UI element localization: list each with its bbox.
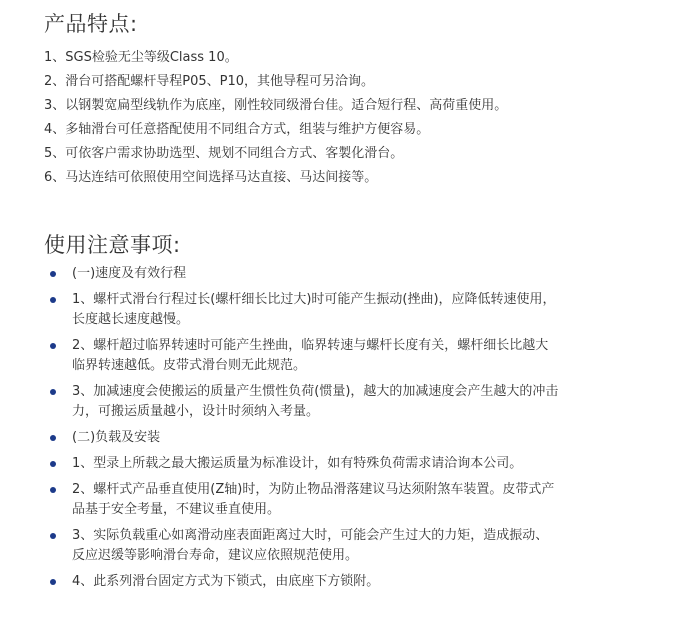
feature-item: 2、滑台可搭配螺杆导程P05、P10，其他导程可另洽询。 <box>44 74 375 89</box>
note-line: (一)速度及有效行程 <box>72 266 187 281</box>
note-item <box>44 290 644 330</box>
note-line: 2、螺杆式产品垂直使用(Z轴)时，为防止物品滑落建议马达须附煞车装置。皮带式产 <box>72 482 555 497</box>
bullet-icon <box>50 533 56 539</box>
note-item <box>44 454 644 474</box>
note-item <box>44 428 644 448</box>
bullet-icon <box>50 271 56 277</box>
feature-item: 1、SGS检验无尘等级Class 10。 <box>44 50 238 65</box>
note-item <box>44 264 644 284</box>
note-line: 2、螺杆超过临界转速时可能产生挫曲，临界转速与螺杆长度有关，螺杆细长比越大 <box>72 338 549 353</box>
note-item <box>44 572 644 592</box>
note-line: 长度越长速度越慢。 <box>72 312 190 327</box>
note-line: 品基于安全考量，不建议垂直使用。 <box>72 502 281 517</box>
bullet-icon <box>50 435 56 441</box>
feature-item: 3、以钢製宽扁型线轨作为底座，刚性较同级滑台佳。适合短行程、高荷重使用。 <box>44 98 508 113</box>
note-line: 1、型录上所载之最大搬运质量为标准设计，如有特殊负荷需求请洽询本公司。 <box>72 456 523 471</box>
note-line: 1、螺杆式滑台行程过长(螺杆细长比过大)时可能产生振动(挫曲)，应降低转速使用， <box>72 292 556 307</box>
note-line: 力，可搬运质量越小，设计时须纳入考量。 <box>72 404 320 419</box>
note-line: 3、加减速度会使搬运的质量产生惯性负荷(惯量)，越大的加减速度会产生越大的冲击 <box>72 384 559 399</box>
features-title: 产品特点: <box>44 12 138 36</box>
note-item <box>44 480 644 520</box>
notes-list <box>44 264 644 598</box>
note-item <box>44 336 644 376</box>
note-line: 3、实际负载重心如离滑动座表面距离过大时，可能会产生过大的力矩，造成振动、 <box>72 528 549 543</box>
note-line: 4、此系列滑台固定方式为下锁式，由底座下方锁附。 <box>72 574 380 589</box>
bullet-icon <box>50 487 56 493</box>
note-item <box>44 526 644 566</box>
note-line: 反应迟缓等影响滑台寿命，建议应依照规范使用。 <box>72 548 359 563</box>
bullet-icon <box>50 343 56 349</box>
bullet-icon <box>50 297 56 303</box>
feature-item: 5、可依客户需求协助选型、规划不同组合方式、客製化滑台。 <box>44 146 404 161</box>
feature-item: 4、多轴滑台可任意搭配使用不同组合方式，组装与维护方便容易。 <box>44 122 430 137</box>
bullet-icon <box>50 461 56 467</box>
notes-title: 使用注意事项: <box>44 233 181 257</box>
features-list <box>44 46 507 190</box>
bullet-icon <box>50 579 56 585</box>
feature-item: 6、马达连结可依照使用空间选择马达直接、马达间接等。 <box>44 170 378 185</box>
note-line: (二)负载及安装 <box>72 430 161 445</box>
note-line: 临界转速越低。皮带式滑台则无此规范。 <box>72 358 307 373</box>
bullet-icon <box>50 389 56 395</box>
note-item <box>44 382 644 422</box>
